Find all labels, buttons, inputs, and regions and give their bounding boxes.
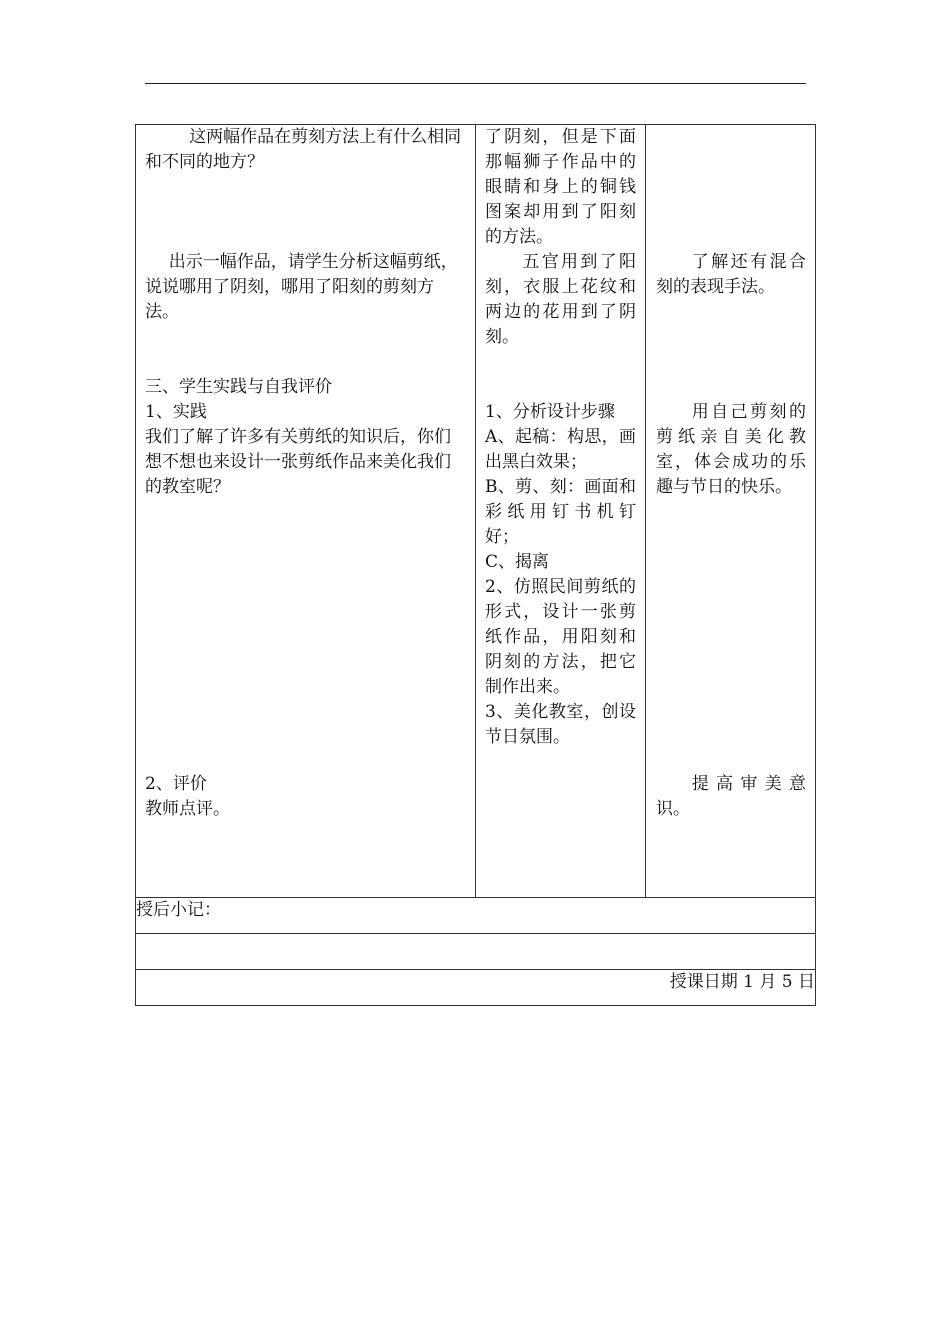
step-item: A、起稿：构思，画出黑白效果；	[485, 427, 636, 472]
lesson-content-row	[136, 125, 816, 898]
intent-practice: 用自己剪刻的剪纸亲自美化教室，体会成功的乐趣与节日的快乐。	[656, 402, 806, 497]
teaching-date-row	[136, 970, 816, 1006]
student-activity-cell	[476, 125, 646, 898]
practice-text: 我们了解了许多有关剪纸的知识后，你们想不想也来设计一张剪纸作品来美化我们的教室呢？	[145, 427, 451, 497]
student-answer-part1: 了阴刻，但是下面那幅狮子作品中的眼睛和身上的铜钱图案却用到了阳刻的方法。	[485, 127, 636, 247]
design-intent-cell	[646, 125, 816, 898]
step-item: B、剪、刻：画面和彩纸用钉书机钉好；	[485, 477, 636, 547]
lesson-plan-table	[135, 124, 816, 1006]
intent-aesthetic: 提高审美意识。	[656, 774, 806, 819]
teacher-activity-cell	[136, 125, 476, 898]
step-item: C、揭离	[485, 552, 550, 572]
post-lesson-notes-row	[136, 898, 816, 934]
evaluation-title: 2、评价	[145, 774, 207, 794]
post-lesson-notes-label: 授后小记：	[136, 898, 816, 934]
notes-blank-row	[136, 934, 816, 970]
post-lesson-notes-content	[136, 934, 816, 970]
compare-question: 这两幅作品在剪刻方法上有什么相同和不同的地方？	[145, 127, 462, 172]
step-item: 1、分析设计步骤	[485, 402, 615, 422]
step-item: 2、仿照民间剪纸的形式，设计一张剪纸作品，用阳刻和阴刻的方法，把它制作出来。	[485, 577, 636, 697]
section-three-title: 三、学生实践与自我评价	[145, 377, 332, 397]
step-item: 3、美化教室，创设节日氛围。	[485, 702, 636, 747]
practice-title: 1、实践	[145, 402, 207, 422]
teaching-date: 授课日期 1 月 5 日	[136, 970, 816, 1006]
student-answer-part2: 五官用到了阳刻，衣服上花纹和两边的花用到了阴刻。	[485, 252, 636, 347]
show-work-instruction: 出示一幅作品，请学生分析这幅剪纸，说说哪用了阴刻，哪用了阳刻的剪刻方法。	[145, 252, 458, 322]
intent-mixed-carving: 了解还有混合刻的表现手法。	[656, 252, 806, 297]
evaluation-text: 教师点评。	[145, 799, 230, 819]
header-rule	[145, 83, 806, 84]
practice-steps	[485, 400, 636, 750]
